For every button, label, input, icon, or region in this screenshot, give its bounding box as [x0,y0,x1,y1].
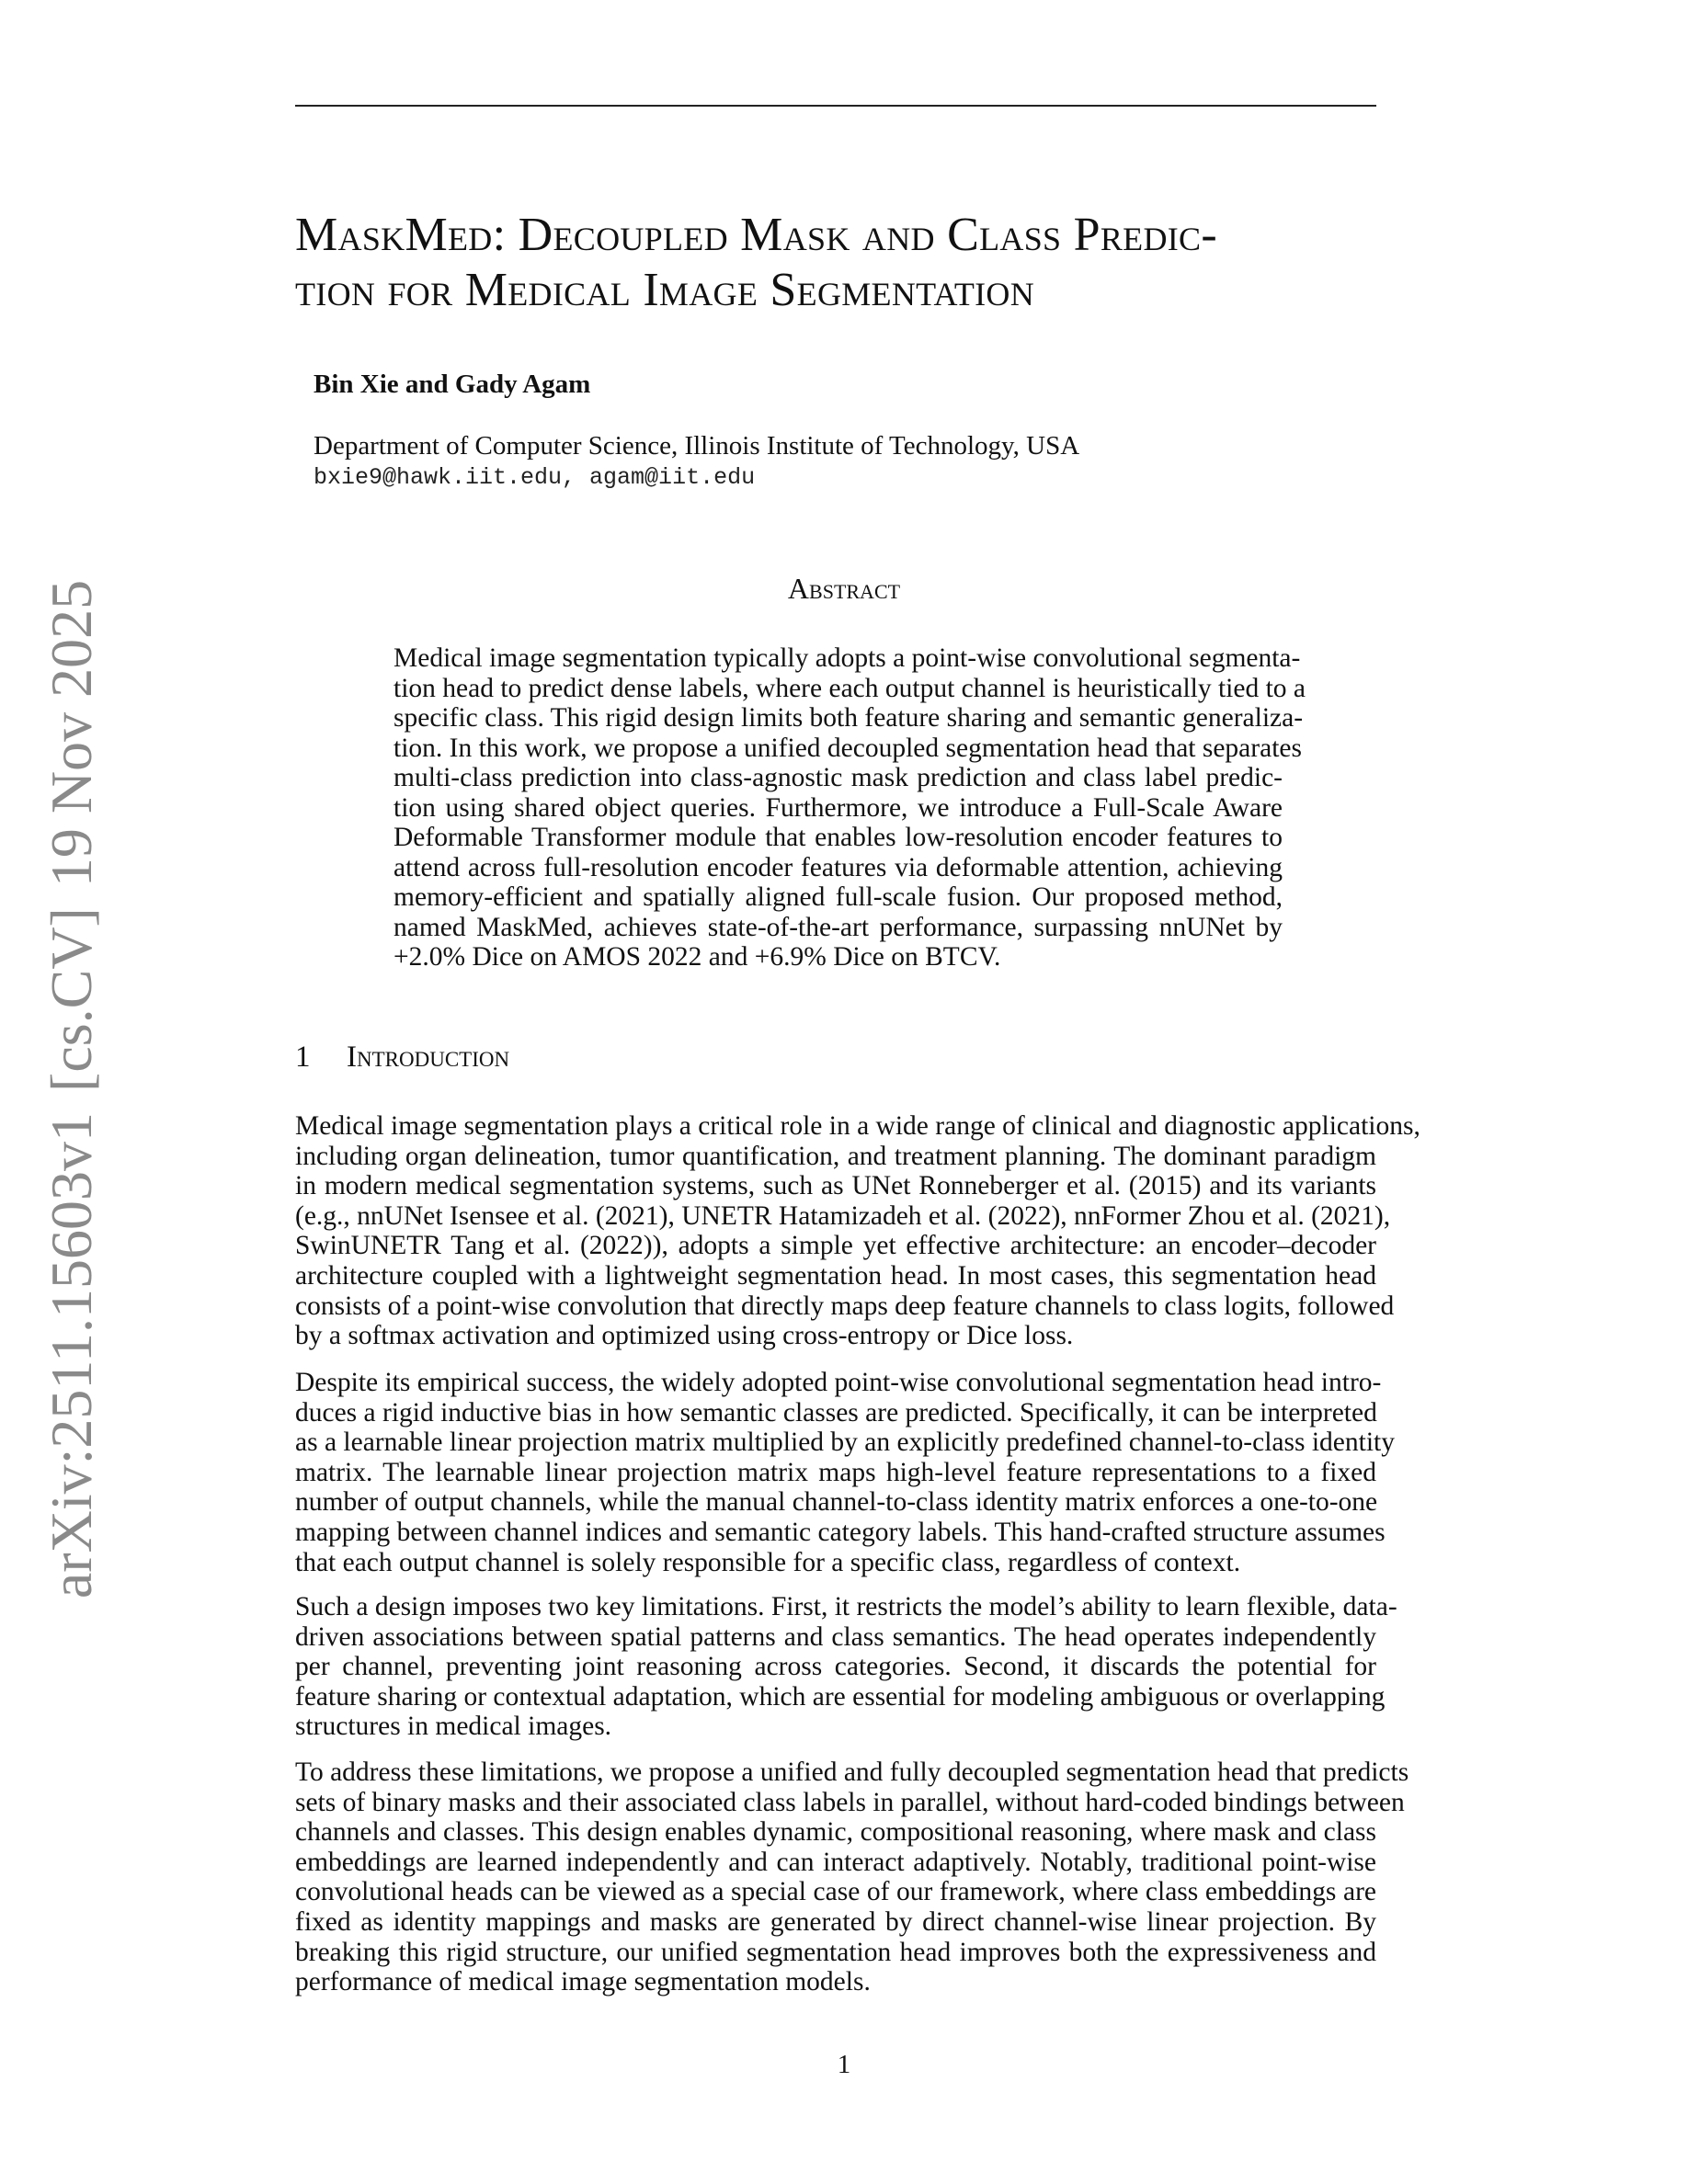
text-line: per channel, preventing joint reasoning across categories. Second, it discards the potential for [295,1652,1376,1682]
text-line: +2.0% Dice on AMOS 2022 and +6.9% Dice on BTCV. [393,942,1001,972]
arxiv-category: [cs.CV] [39,907,104,1092]
text-line: architecture coupled with a lightweight segmentation head. In most cases, this segmentation head [295,1260,1376,1291]
text-line: Deformable Transformer module that enables low-resolution encoder features to [393,823,1283,852]
arxiv-date: 19 Nov 2025 [39,579,104,888]
text-line: To address these limitations, we propose a unified and fully decoupled segmentation head that predicts [295,1757,1409,1787]
title-line: tion for Medical Image Segmentation [295,264,1035,316]
author-emails: bxie9@hawk.iit.edu, agam@iit.edu [314,464,756,491]
text-line: SwinUNETR Tang et al. (2022)), adopts a simple yet effective architecture: an encoder–decoder [295,1231,1376,1261]
text-line: matrix. The learnable linear projection matrix maps high-level feature representations to a fixed [295,1457,1376,1487]
text-line: in modern medical segmentation systems, such as UNet Ronneberger et al. (2015) and its variants [295,1171,1376,1201]
page-number: 1 [837,2050,851,2079]
text-line: feature sharing or contextual adaptation, which are essential for modeling ambiguous or overlapping [295,1681,1386,1712]
paragraph [295,1757,1409,1997]
text-line: tion using shared object queries. Furthermore, we introduce a Full-Scale Aware [393,792,1283,823]
text-line: sets of binary masks and their associated class labels in parallel, without hard-coded bindings between [295,1787,1405,1817]
paragraph [295,1111,1420,1351]
arxiv-id: arXiv:2511.15603v1 [39,1111,104,1599]
text-line: fixed as identity mappings and masks are generated by direct channel-wise linear projection. By [295,1906,1376,1937]
section-title: Introduction [347,1041,510,1074]
affiliation: Department of Computer Science, Illinois Institute of Technology, USA [314,431,1080,461]
paragraph [295,1368,1395,1577]
text-line: mapping between channel indices and semantic category labels. This hand-crafted structure assumes [295,1517,1386,1547]
text-line: including organ delineation, tumor quantification, and treatment planning. The dominant paradigm [295,1141,1376,1171]
text-line: breaking this rigid structure, our unified segmentation head improves both the expressiveness and [295,1937,1376,1967]
title-line: MaskMed: Decoupled Mask and Class Predic- [295,209,1217,261]
text-line: attend across full-resolution encoder features via deformable attention, achieving [393,852,1283,882]
section-heading [295,1041,509,1075]
text-line: structures in medical images. [295,1712,612,1742]
text-line: by a softmax activation and optimized using cross-entropy or Dice loss. [295,1321,1074,1351]
text-line: duces a rigid inductive bias in how semantic classes are predicted. Specifically, it can be interpreted [295,1397,1377,1428]
section-number: 1 [295,1041,311,1074]
text-line: embeddings are learned independently and can interact adaptively. Notably, traditional point-wise [295,1847,1376,1877]
abstract-body [393,643,1306,973]
text-line: driven associations between spatial patterns and class semantics. The head operates independently [295,1621,1376,1652]
authors: Bin Xie and Gady Agam [314,370,591,399]
text-line: (e.g., nnUNet Isensee et al. (2021), UNETR Hatamizadeh et al. (2022), nnFormer Zhou et al. (2021), [295,1200,1391,1231]
abstract-heading: Abstract [787,572,901,605]
text-line: as a learnable linear projection matrix multiplied by an explicitly predefined channel-to-class identity [295,1428,1395,1458]
text-line: Despite its empirical success, the widely adopted point-wise convolutional segmentation head intro- [295,1368,1382,1397]
text-line: multi-class prediction into class-agnostic mask prediction and class label predic- [393,763,1283,792]
text-line: Such a design imposes two key limitations. First, it restricts the model’s ability to learn flexible, data- [295,1592,1397,1621]
text-line: consists of a point-wise convolution that directly maps deep feature channels to class logits, followed [295,1291,1395,1321]
text-line: that each output channel is solely responsible for a specific class, regardless of context. [295,1547,1241,1577]
arxiv-stamp [38,560,106,1598]
text-line: Medical image segmentation plays a critical role in a wide range of clinical and diagnostic applications, [295,1111,1420,1141]
header-rule [295,105,1376,107]
text-line: Medical image segmentation typically adopts a point-wise convolutional segmenta- [393,643,1301,673]
text-line: specific class. This rigid design limits both feature sharing and semantic generaliza- [393,703,1304,733]
paragraph [295,1592,1397,1742]
paper-title [295,208,1398,318]
text-line: memory-efficient and spatially aligned full-scale fusion. Our proposed method, [393,882,1283,912]
text-line: number of output channels, while the manual channel-to-class identity matrix enforces a one-to-one [295,1487,1378,1518]
text-line: named MaskMed, achieves state-of-the-art performance, surpassing nnUNet by [393,912,1283,942]
text-line: convolutional heads can be viewed as a special case of our framework, where class embeddings are [295,1877,1376,1907]
text-line: channels and classes. This design enables dynamic, compositional reasoning, where mask and class [295,1817,1376,1848]
text-line: tion head to predict dense labels, where each output channel is heuristically tied to a [393,673,1306,703]
text-line: tion. In this work, we propose a unified decoupled segmentation head that separates [393,733,1302,763]
text-line: performance of medical image segmentation models. [295,1967,871,1997]
